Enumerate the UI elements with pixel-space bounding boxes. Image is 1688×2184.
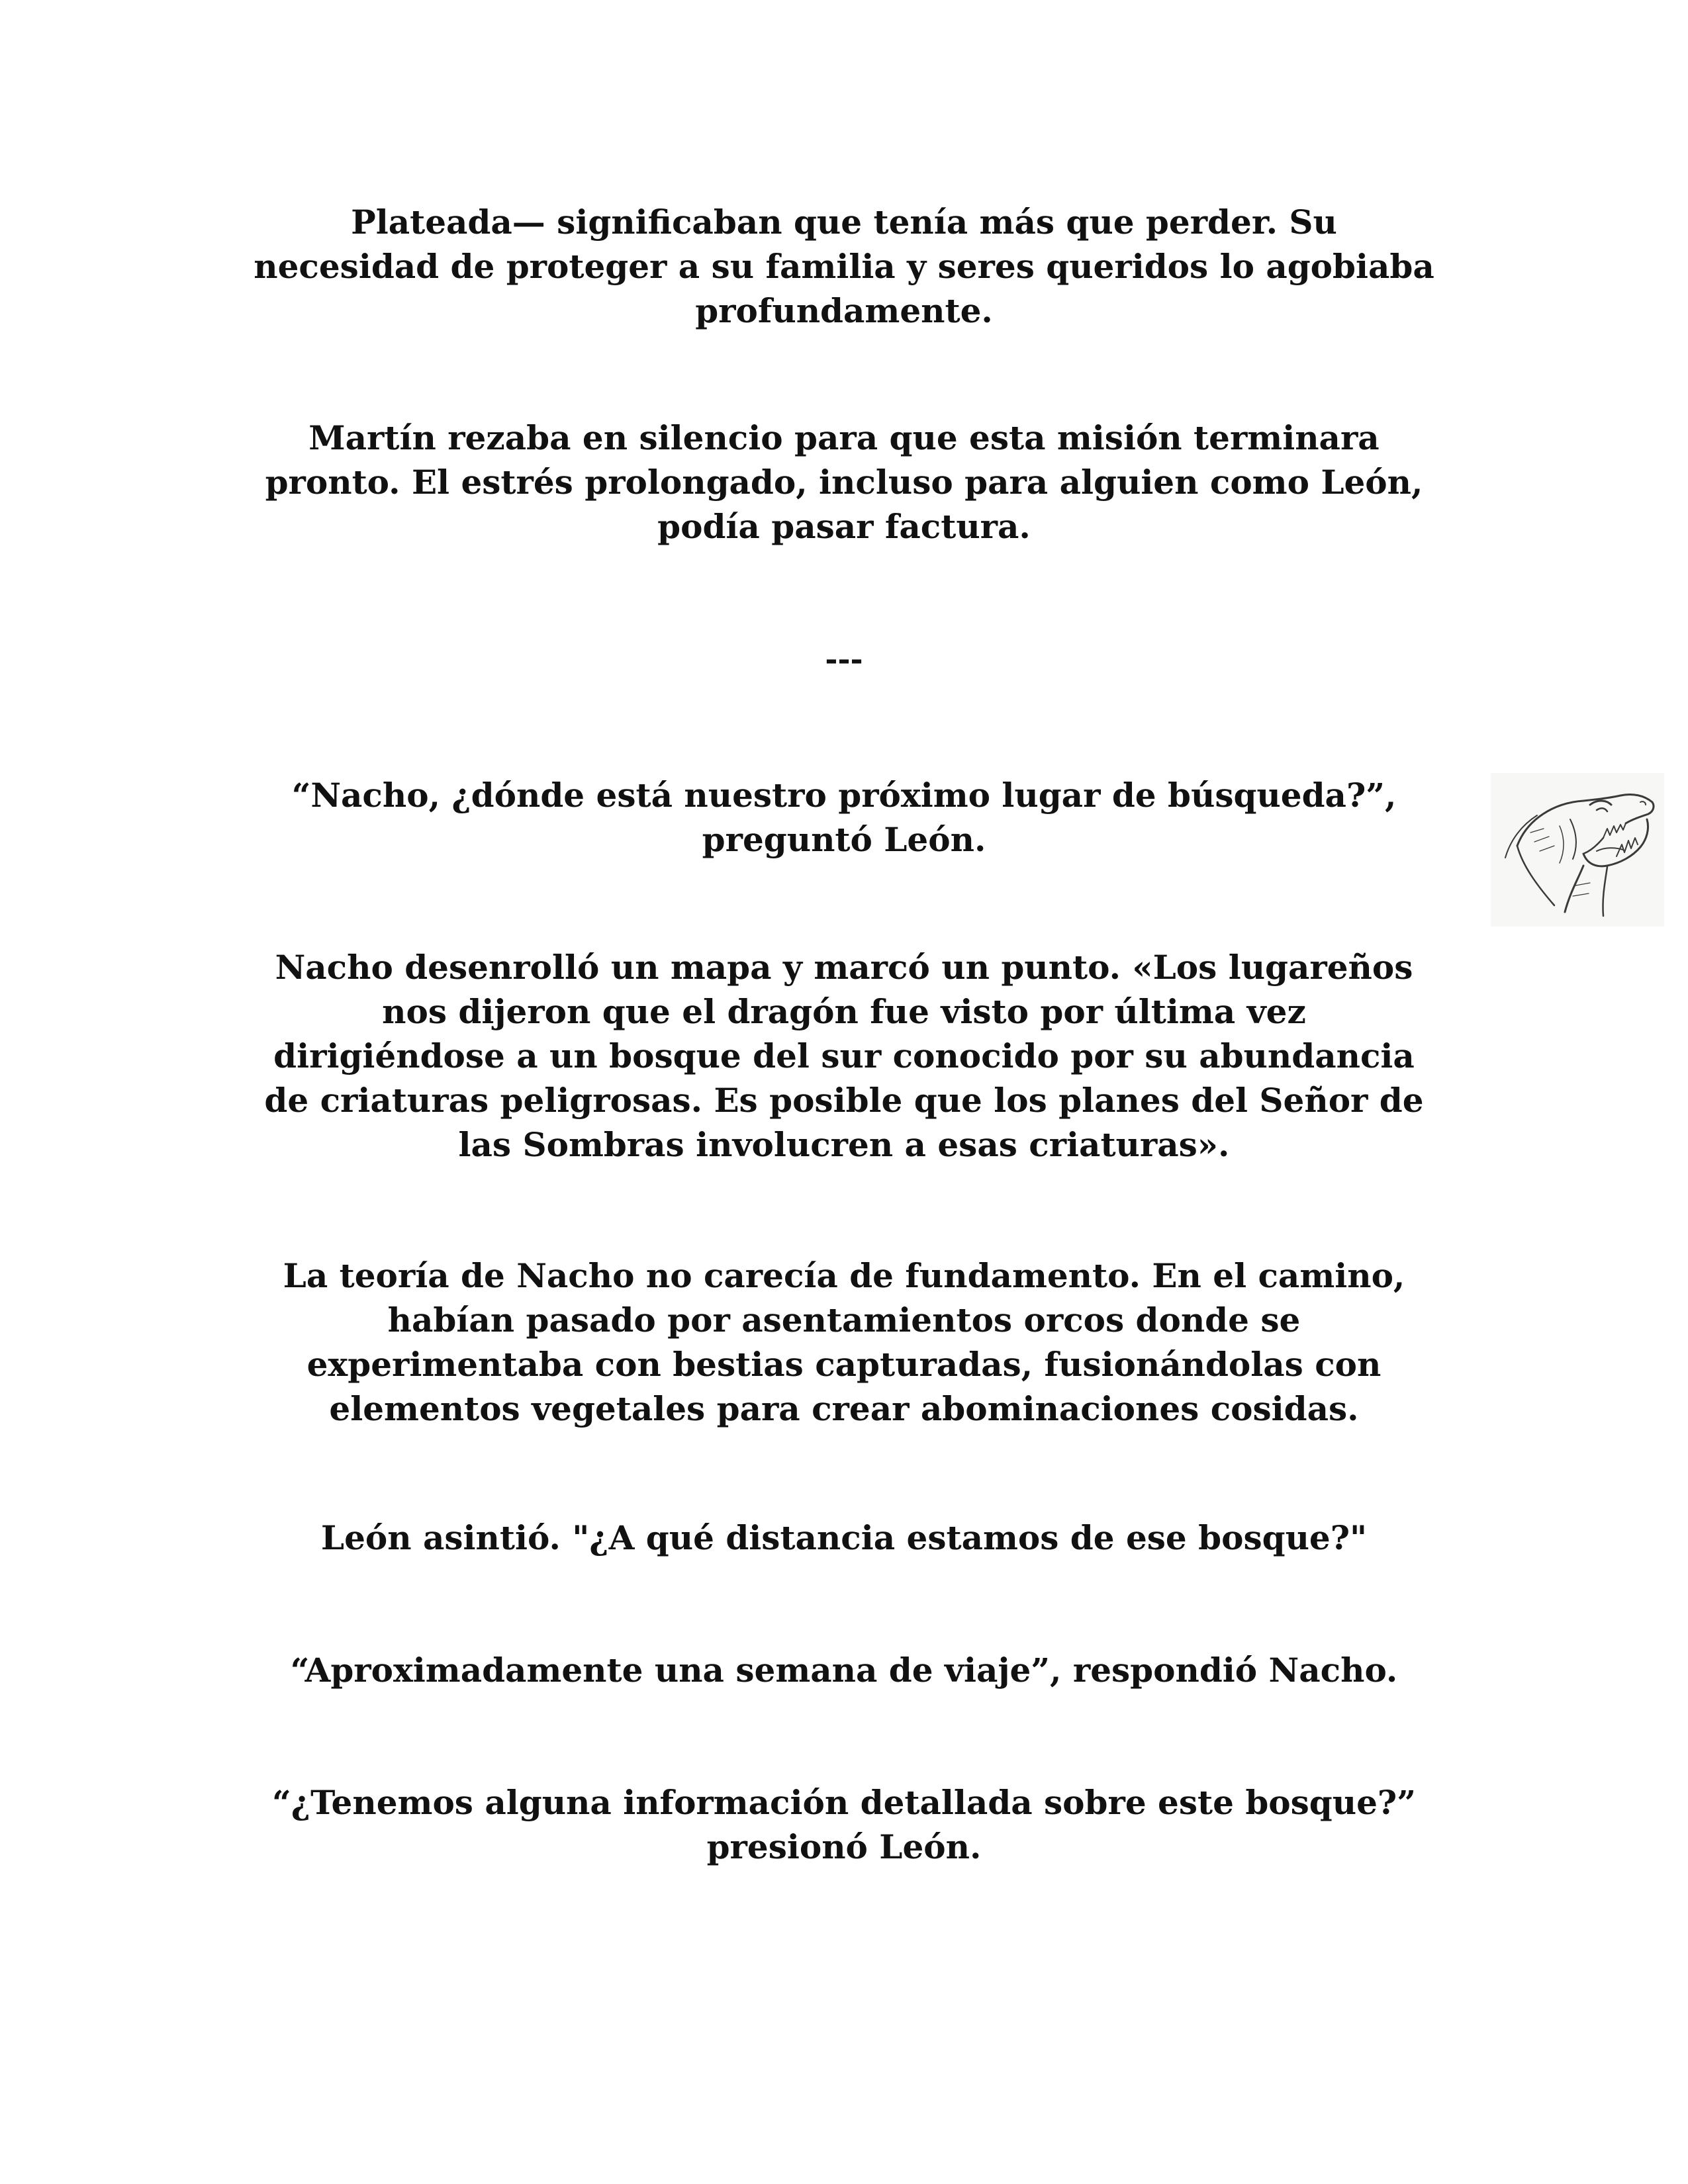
paragraph-line: experimentaba con bestias capturadas, fusionándolas con bbox=[306, 1345, 1382, 1384]
dragon-head-sketch-icon bbox=[1491, 773, 1664, 927]
paragraph-line: dirigiéndose a un bosque del sur conocido por su abundancia bbox=[273, 1036, 1415, 1075]
paragraph-line: habían pasado por asentamientos orcos donde se bbox=[387, 1300, 1301, 1340]
paragraph-4 bbox=[199, 945, 1489, 1167]
paragraph-line: elementos vegetales para crear abominaciones cosidas. bbox=[329, 1389, 1359, 1428]
paragraph-line: León asintió. "¿A qué distancia estamos de ese bosque?" bbox=[320, 1518, 1368, 1557]
paragraph-line: “¿Tenemos alguna información detallada sobre este bosque?” bbox=[272, 1783, 1416, 1822]
paragraph-line: “Aproximadamente una semana de viaje”, respondió Nacho. bbox=[290, 1651, 1398, 1690]
paragraph-2 bbox=[199, 416, 1489, 549]
paragraph-line: nos dijeron que el dragón fue visto por última vez bbox=[382, 992, 1306, 1031]
paragraph-6 bbox=[199, 1516, 1489, 1560]
paragraph-line: las Sombras involucren a esas criaturas». bbox=[458, 1125, 1230, 1164]
paragraph-line: pronto. El estrés prolongado, incluso para alguien como León, bbox=[265, 463, 1423, 502]
paragraph-line: Martín rezaba en silencio para que esta misión terminara bbox=[308, 418, 1380, 457]
paragraph-7 bbox=[199, 1648, 1489, 1692]
paragraph-line: necesidad de proteger a su familia y seres queridos lo agobiaba bbox=[254, 247, 1434, 286]
paragraph-line: Plateada— significaban que tenía más que perder. Su bbox=[351, 203, 1337, 242]
paragraph-3 bbox=[199, 773, 1489, 862]
paragraph-line: Nacho desenrolló un mapa y marcó un punto. «Los lugareños bbox=[275, 948, 1413, 987]
paragraph-line: “Nacho, ¿dónde está nuestro próximo lugar de búsqueda?”, bbox=[291, 776, 1397, 815]
paragraph-line: profundamente. bbox=[695, 291, 993, 330]
paragraph-8 bbox=[199, 1780, 1489, 1869]
paragraph-line: presionó León. bbox=[706, 1827, 982, 1866]
paragraph-1 bbox=[199, 200, 1489, 333]
paragraph-line: preguntó León. bbox=[702, 820, 986, 859]
paragraph-line: podía pasar factura. bbox=[657, 507, 1031, 546]
paragraph-line: de criaturas peligrosas. Es posible que los planes del Señor de bbox=[264, 1081, 1424, 1120]
paragraph-line: La teoría de Nacho no carecía de fundamento. En el camino, bbox=[283, 1256, 1405, 1295]
paragraph-5 bbox=[199, 1253, 1489, 1431]
section-separator: --- bbox=[825, 641, 863, 677]
